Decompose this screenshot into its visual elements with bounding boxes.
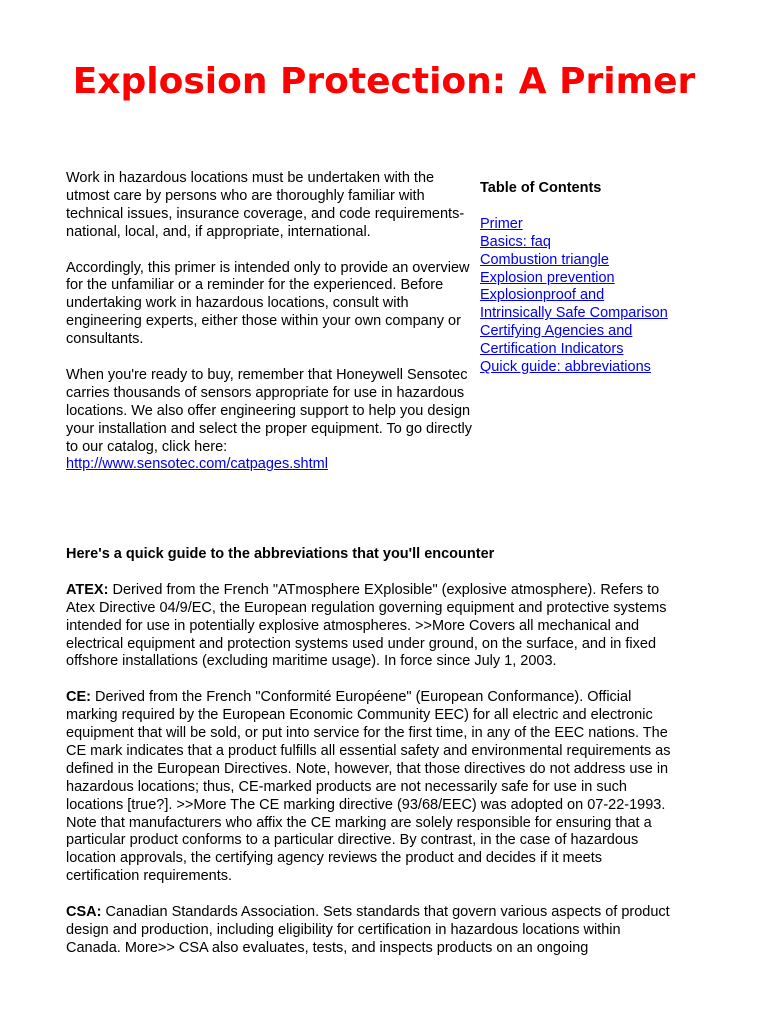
abbreviation-entry-csa <box>66 904 676 958</box>
toc-list <box>480 216 670 377</box>
toc-heading: Table of Contents <box>480 180 602 196</box>
intro-paragraph: Accordingly, this primer is intended only to provide an overview for the unfamiliar or a reminder for the experienced. Before undertaking work in hazardous locations, consult with engineering experts, either those within your own company or consultants. <box>66 259 470 348</box>
abbreviation-entry-atex <box>66 582 676 672</box>
intro-paragraph <box>66 367 474 474</box>
abbreviation-term: ATEX: <box>66 581 109 598</box>
toc-link-explosion-prevention[interactable]: Explosion prevention <box>480 269 615 286</box>
abbreviation-entry-ce <box>66 689 676 886</box>
table-of-contents <box>480 180 670 377</box>
toc-link-quick-guide[interactable]: Quick guide: abbreviations <box>480 359 651 376</box>
abbreviation-term: CSA: <box>66 904 102 921</box>
toc-link-combustion-triangle[interactable]: Combustion triangle <box>480 251 609 268</box>
page-title: Explosion Protection: A Primer <box>72 61 696 102</box>
intro-paragraph: Work in hazardous locations must be undertaken with the utmost care by persons who are thoroughly familiar with technical issues, insurance coverage, and code requirements-national, local, and, if appropriate, international. <box>66 170 465 240</box>
toc-link-primer[interactable]: Primer <box>480 215 523 232</box>
abbreviation-definition: Derived from the French "Conformité Européene" (European Conformance). Official marking required by the European Economic Community EEC) for all electric and electronic equipment that will be sold, or put into service for the first time, in any of the EEC nations. The CE mark indicates that a product fulfills all essential safety and environmental requirements as defined in the European Directives. Note, however, that those directives do not address use in hazardous locations; thus, CE-marked products are not necessarily safe for use in such locations [true?]. >>More The CE marking directive (93/68/EEC) was adopted on 07-22-1993. Note that manufacturers who affix the CE marking are solely responsible for ensuring that a particular product conforms to a particular directive. By contrast, in the case of hazardous location approvals, the certifying agency reviews the product and decides if it meets certification requirements. <box>66 689 671 885</box>
abbreviation-definition: Derived from the French "ATmosphere EXplosible" (explosive atmosphere). Refers to Atex Directive 04/9/EC, the European regulation governing equipment and protective systems intended for use in potentially explosive atmospheres. >>More Covers all mechanical and electrical equipment and protection systems used under ground, on the surface, and in fixed offshore installations (excluding maritime usage). In force since July 1, 2003. <box>66 581 667 670</box>
catalog-link[interactable]: http://www.sensotec.com/catpages.shtml <box>66 456 328 473</box>
abbreviation-definition: Canadian Standards Association. Sets standards that govern various aspects of product design and production, including eligibility for certification in hazardous locations within Canada. More>> CSA also evaluates, tests, and inspects products on an ongoing <box>66 904 670 956</box>
intro-text <box>66 170 474 492</box>
toc-link-explosionproof-comparison[interactable]: Explosionproof and Intrinsically Safe Comparison <box>480 287 668 322</box>
abbreviations-heading: Here's a quick guide to the abbreviations that you'll encounter <box>66 546 495 562</box>
toc-link-certifying-agencies[interactable]: Certifying Agencies and Certification Indicators <box>480 323 633 358</box>
intro-paragraph-text: When you're ready to buy, remember that Honeywell Sensotec carries thousands of sensors appropriate for use in hazardous locations. We also offer engineering support to help you design your installation and select the proper equipment. To go directly to our catalog, click here: <box>66 366 472 455</box>
abbreviations-section <box>66 546 676 976</box>
toc-link-basics-faq[interactable]: Basics: faq <box>480 233 551 250</box>
abbreviation-term: CE: <box>66 689 91 706</box>
